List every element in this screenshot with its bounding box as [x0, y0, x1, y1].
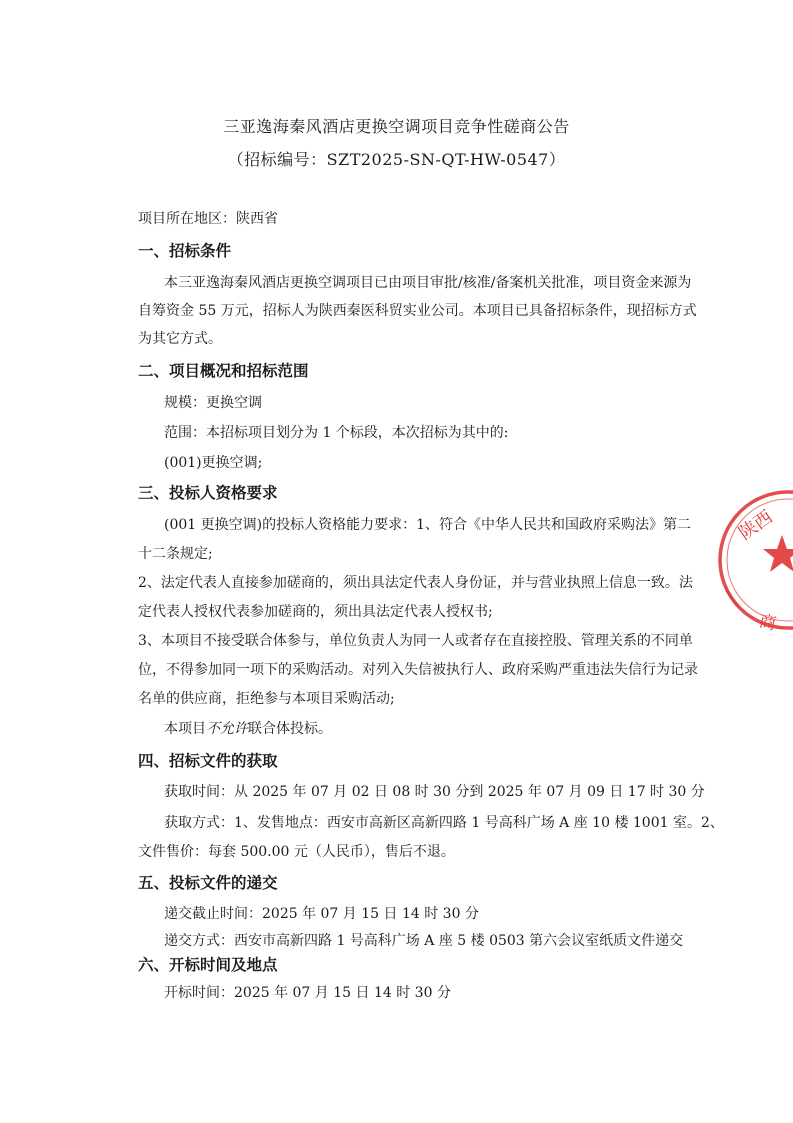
section-6-heading: 六、开标时间及地点: [138, 955, 278, 974]
project-region: 项目所在地区：陕西省: [138, 211, 278, 227]
section-3-heading: 三、投标人资格要求: [138, 483, 278, 502]
section-3-line-7: 名单的供应商，拒绝参与本项目采购活动;: [138, 691, 395, 707]
section-3-line-1: (001 更换空调)的投标人资格能力要求：1、符合《中华人民共和国政府采购法》第二: [164, 517, 692, 533]
section-1-line-2: 自筹资金 55 万元，招标人为陕西秦医科贸实业公司。本项目已具备招标条件，现招标方式: [138, 303, 697, 319]
seal-star-icon: [763, 535, 793, 572]
section-3-line-2: 十二条规定;: [138, 546, 213, 562]
section-1-line-3: 为其它方式。: [138, 331, 222, 347]
document-title: 三亚逸海秦风酒店更换空调项目竞争性磋商公告: [223, 117, 570, 136]
section-4-heading: 四、招标文件的获取: [138, 751, 278, 770]
submit-way: 递交方式：西安市高新四路 1 号高科广场 A 座 5 楼 0503 第六会议室纸质文件递交: [164, 933, 684, 949]
section-3-line-3: 2、法定代表人直接参加磋商的，须出具法定代表人身份证，并与营业执照上信息一致。法: [138, 575, 693, 591]
seal-text-top: 陕西: [735, 506, 777, 545]
lot-line: (001)更换空调;: [164, 455, 263, 471]
consortium-line: [164, 720, 332, 738]
section-3-line-4: 定代表人授权代表参加磋商的，须出具法定代表人授权书;: [138, 604, 493, 620]
tender-code: （招标编号：SZT2025-SN-QT-HW-0547）: [227, 150, 566, 169]
section-1-line-1: 本三亚逸海秦风酒店更换空调项目已由项目审批/核准/备案机关批准，项目资金来源为: [164, 275, 692, 291]
acquire-time: 获取时间：从 2025 年 07 月 02 日 08 时 30 分到 2025 年 07 月 09 日 17 时 30 分: [164, 784, 705, 800]
section-3-line-6: 位，不得参加同一项下的采购活动。对列入失信被执行人、政府采购严重违法失信行为记录: [138, 662, 698, 678]
consortium-emphasis: 不允许: [206, 721, 248, 737]
seal-text-bottom: 商: [757, 611, 778, 635]
range-line: 范围：本招标项目划分为 1 个标段，本次招标为其中的:: [164, 425, 509, 441]
consortium-post: 联合体投标。: [248, 721, 332, 737]
scale-line: 规模：更换空调: [164, 395, 262, 411]
section-3-line-5: 3、本项目不接受联合体参与，单位负责人为同一人或者存在直接控股、管理关系的不同单: [138, 633, 693, 649]
section-2-heading: 二、项目概况和招标范围: [138, 361, 309, 380]
submit-deadline: 递交截止时间：2025 年 07 月 15 日 14 时 30 分: [164, 906, 479, 922]
acquire-way-1: 获取方式：1、发售地点：西安市高新区高新四路 1 号高科广场 A 座 10 楼 1001 室。2、: [164, 815, 724, 831]
section-5-heading: 五、投标文件的递交: [138, 873, 278, 892]
acquire-way-2: 文件售价：每套 500.00 元（人民币），售后不退。: [138, 844, 455, 860]
company-seal-stamp: [708, 488, 793, 638]
section-1-heading: 一、招标条件: [138, 241, 232, 260]
consortium-pre: 本项目: [164, 721, 206, 737]
opening-time: 开标时间：2025 年 07 月 15 日 14 时 30 分: [164, 985, 451, 1001]
